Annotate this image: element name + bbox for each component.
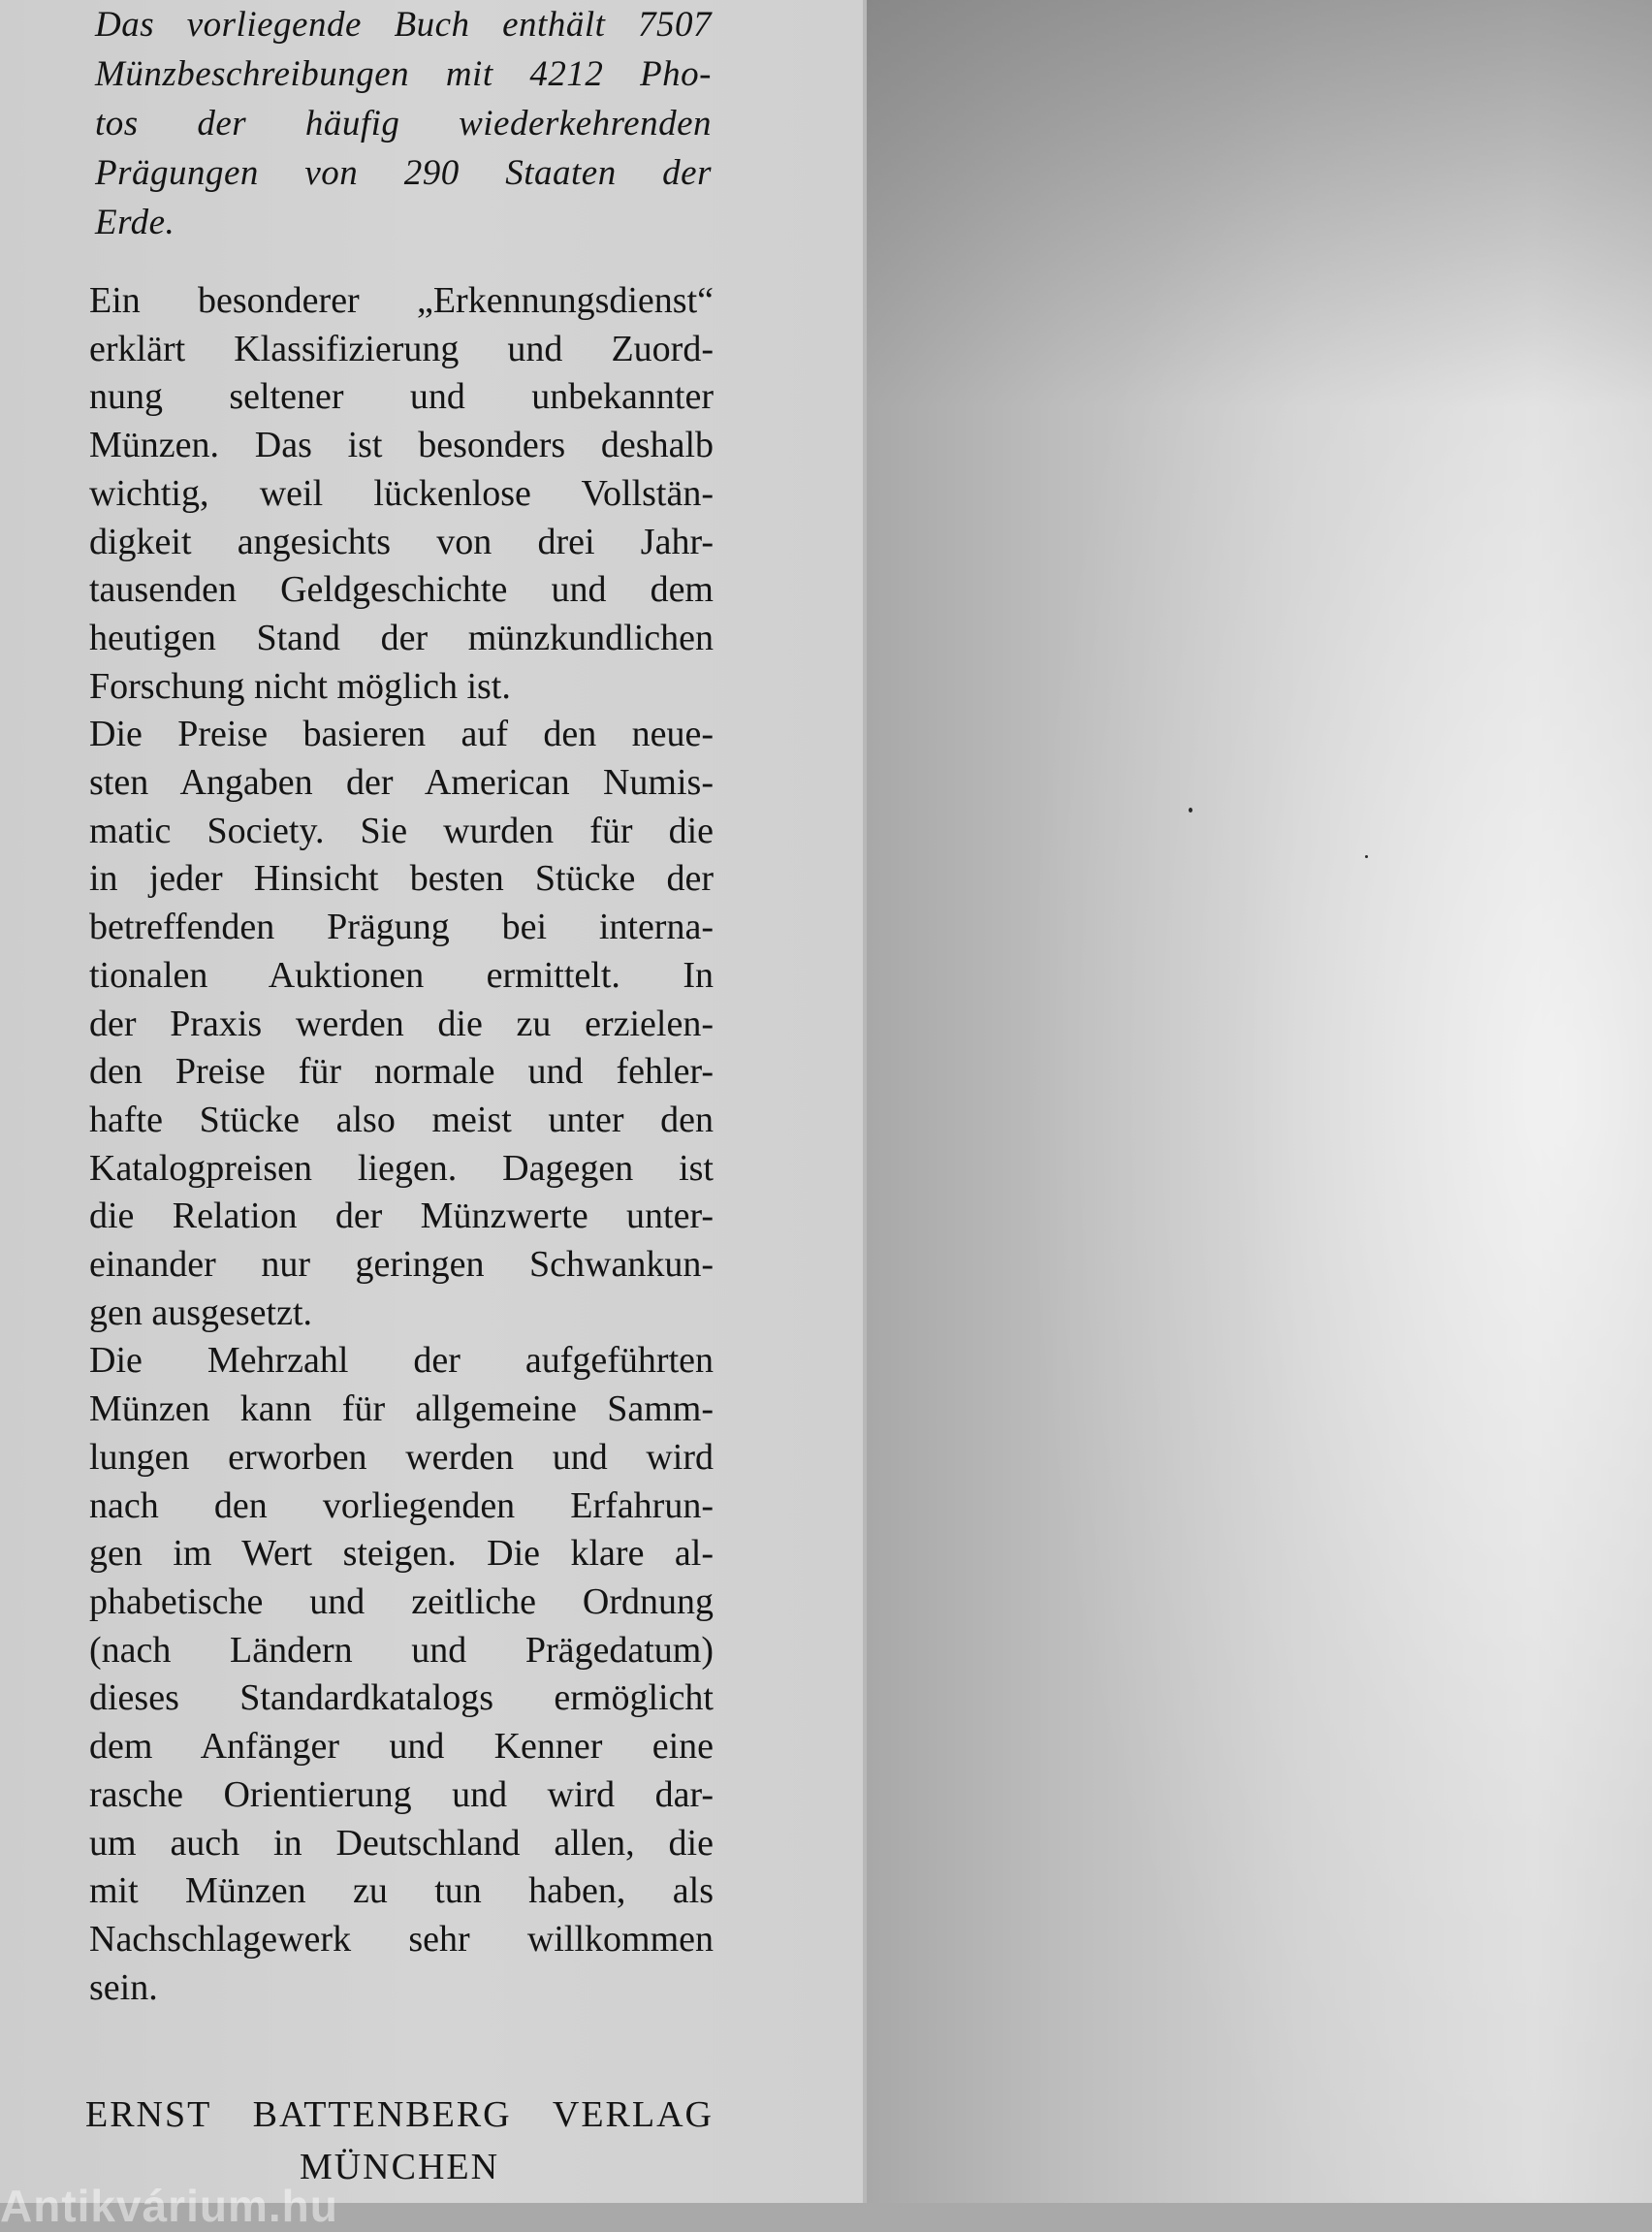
body-line: hafte Stücke also meist unter den xyxy=(89,1099,714,1140)
body-line: Münzen kann für allgemeine Samm- xyxy=(89,1388,714,1430)
body-line: heutigen Stand der münzkundlichen xyxy=(89,617,714,658)
intro-line: Münzbeschreibungen mit 4212 Pho- xyxy=(95,54,712,94)
body-line: tausenden Geldgeschichte und dem xyxy=(89,569,714,611)
body-line: phabetische und zeitliche Ordnung xyxy=(89,1580,714,1622)
body-line: matic Society. Sie wurden für die xyxy=(89,810,714,851)
body-line: dieses Standardkatalogs ermöglicht xyxy=(89,1677,714,1719)
intro-line: Das vorliegende Buch enthält 7507 xyxy=(95,5,712,45)
body-line: digkeit angesichts von drei Jahr- xyxy=(89,521,714,562)
body-line: mit Münzen zu tun haben, als xyxy=(89,1870,714,1912)
body-line: nung seltener und unbekannter xyxy=(89,376,714,418)
body-line: Katalogpreisen liegen. Dagegen ist xyxy=(89,1147,714,1189)
body-line: (nach Ländern und Prägedatum) xyxy=(89,1629,714,1671)
book-cover-surface xyxy=(867,0,1652,2203)
body-line: den Preise für normale und fehler- xyxy=(89,1051,714,1093)
body-line: Die Preise basieren auf den neue- xyxy=(89,714,714,755)
body-line: gen im Wert steigen. Die klare al- xyxy=(89,1533,714,1575)
publisher-name: ERNST BATTENBERG VERLAG xyxy=(85,2094,714,2135)
body-line: gen ausgesetzt. xyxy=(89,1291,313,1333)
intro-line: Erde. xyxy=(95,203,175,242)
body-line: Forschung nicht möglich ist. xyxy=(89,665,511,707)
body-line: lungen erworben werden und wird xyxy=(89,1436,714,1478)
body-line: nach den vorliegenden Erfahrun- xyxy=(89,1484,714,1526)
intro-line: tos der häufig wiederkehrenden xyxy=(95,104,712,143)
body-paragraphs xyxy=(89,277,714,2012)
body-line: dem Anfänger und Kenner eine xyxy=(89,1726,714,1768)
body-line: wichtig, weil lückenlose Vollstän- xyxy=(89,472,714,514)
watermark: Antikvárium.hu xyxy=(0,2181,338,2231)
body-line: Nachschlagewerk sehr willkommen xyxy=(89,1918,714,1960)
body-line: um auch in Deutschland allen, die xyxy=(89,1822,714,1864)
body-line: Die Mehrzahl der aufgeführten xyxy=(89,1340,714,1382)
body-line: erklärt Klassifizierung und Zuord- xyxy=(89,328,714,369)
body-line: Münzen. Das ist besonders deshalb xyxy=(89,425,714,466)
publisher-city: MÜNCHEN xyxy=(299,2147,500,2187)
dust-speck xyxy=(1189,808,1192,813)
body-line: sten Angaben der American Numis- xyxy=(89,762,714,804)
body-line: der Praxis werden die zu erzielen- xyxy=(89,1003,714,1044)
intro-line: Prägungen von 290 Staaten der xyxy=(95,153,712,193)
intro-paragraph xyxy=(95,0,712,247)
body-line: betreffenden Prägung bei interna- xyxy=(89,907,714,948)
publisher-imprint xyxy=(85,2089,714,2193)
body-line: die Relation der Münzwerte unter- xyxy=(89,1196,714,1237)
body-line: Ein besonderer „Erkennungsdienst“ xyxy=(89,280,714,321)
body-line: sein. xyxy=(89,1966,158,2008)
body-line: in jeder Hinsicht besten Stücke der xyxy=(89,858,714,900)
body-line: tionalen Auktionen ermittelt. In xyxy=(89,954,714,996)
body-line: rasche Orientierung und wird dar- xyxy=(89,1773,714,1815)
body-line: einander nur geringen Schwankun- xyxy=(89,1244,714,1286)
dust-speck xyxy=(1365,855,1368,858)
